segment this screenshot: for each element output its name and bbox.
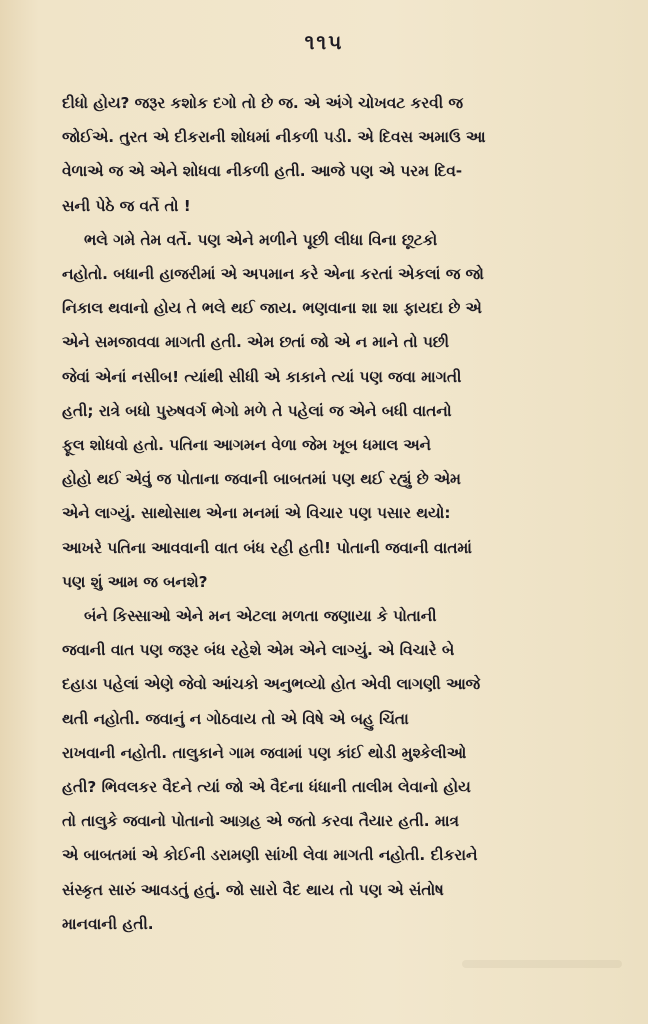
text-line: રાખવાની નહોતી. તાલુકાને ગામ જવામાં પણ કાંઈ થોડી મુશ્કેલીઓ	[62, 743, 467, 762]
text-line: દહાડા પહેલાં એણે જેવો આંચકો અનુભવ્યો હોત એવી લાગણી આજે	[62, 675, 480, 694]
text-line: પણ શું આમ જ બનશે?	[62, 572, 208, 591]
text-line: સંસ્કૃત સારું આવડતું હતું. જો સારો વૈદ થાય તો પણ એ સંતોષ	[62, 880, 444, 899]
paragraph-3	[62, 599, 622, 941]
paper-smudge	[462, 960, 622, 968]
text-line: એને સમજાવવા માગતી હતી. એમ છતાં જો એ ન માને તો પછી	[62, 333, 449, 352]
text-line: ફૂલ શોધવો હતો. પતિના આગમન વેળા જેમ ખૂબ ધમાલ અને	[62, 436, 431, 455]
body-text	[62, 86, 622, 941]
text-line: જોઈએ. તુરત એ દીકરાની શોધમાં નીકળી પડી. એ દિવસ અમાઉ આ	[62, 128, 486, 147]
text-line: સની પેઠે જ વર્તે તો !	[62, 196, 191, 215]
text-line: બંને કિસ્સાઓ એને મન એટલા મળતા જણાયા કે પોતાની	[84, 607, 437, 626]
text-line: એને લાગ્યું. સાથોસાથ એના મનમાં એ વિચાર પણ પસાર થયો:	[62, 504, 451, 523]
text-line: જેવાં એનાં નસીબ! ત્યાંથી સીધી એ કાકાને ત્યાં પણ જવા માગતી	[62, 367, 462, 386]
text-line: થતી નહોતી. જવાનું ન ગોઠવાય તો એ વિષે એ બહુ ચિંતા	[62, 709, 409, 728]
paragraph-1	[62, 86, 622, 223]
text-line: એ બાબતમાં એ કોઈની ડરામણી સાંખી લેવા માગતી નહોતી. દીકરાને	[62, 846, 478, 865]
text-line: હતી? ભિવલકર વૈદને ત્યાં જો એ વૈદના ધંધાની તાલીમ લેવાનો હોય	[62, 778, 471, 797]
text-line: નહોતો. બધાની હાજરીમાં એ અપમાન કરે એના કરતાં એકલાં જ જો	[62, 265, 484, 284]
text-line: વેળાએ જ એ એને શોધવા નીકળી હતી. આજે પણ એ પરમ દિવ-	[62, 162, 463, 181]
text-line: દીધો હોય? જરૂર કશોક દગો તો છે જ. એ અંગે ચોખવટ કરવી જ	[62, 94, 463, 112]
text-line: જવાની વાત પણ જરૂર બંધ રહેશે એમ એને લાગ્યું. એ વિચારે બે	[62, 641, 455, 660]
text-line: આખરે પતિના આવવાની વાત બંધ રહી હતી! પોતાની જવાની વાતમાં	[62, 538, 472, 557]
page-number: ૧૧૫	[304, 30, 344, 54]
text-line: ભલે ગમે તેમ વર્તે. પણ એને મળીને પૂછી લીધા વિના છૂટકો	[84, 230, 438, 249]
text-line: તો તાલુકે જવાનો પોતાનો આગ્રહ એ જતો કરવા તૈયાર હતી. માત્ર	[62, 812, 459, 831]
paragraph-2	[62, 223, 622, 599]
text-line: હોહો થઈ એવું જ પોતાના જવાની બાબતમાં પણ થઈ રહ્યું છે એમ	[62, 470, 461, 489]
text-line: હતી; રાત્રે બધો પુરુષવર્ગ ભેગો મળે તે પહેલાં જ એને બધી વાતનો	[62, 401, 452, 420]
text-line: માનવાની હતી.	[62, 914, 154, 933]
text-line: નિકાલ થવાનો હોય તે ભલે થઈ જાય. ભણવાના શા શા ફાયદા છે એ	[62, 299, 482, 318]
